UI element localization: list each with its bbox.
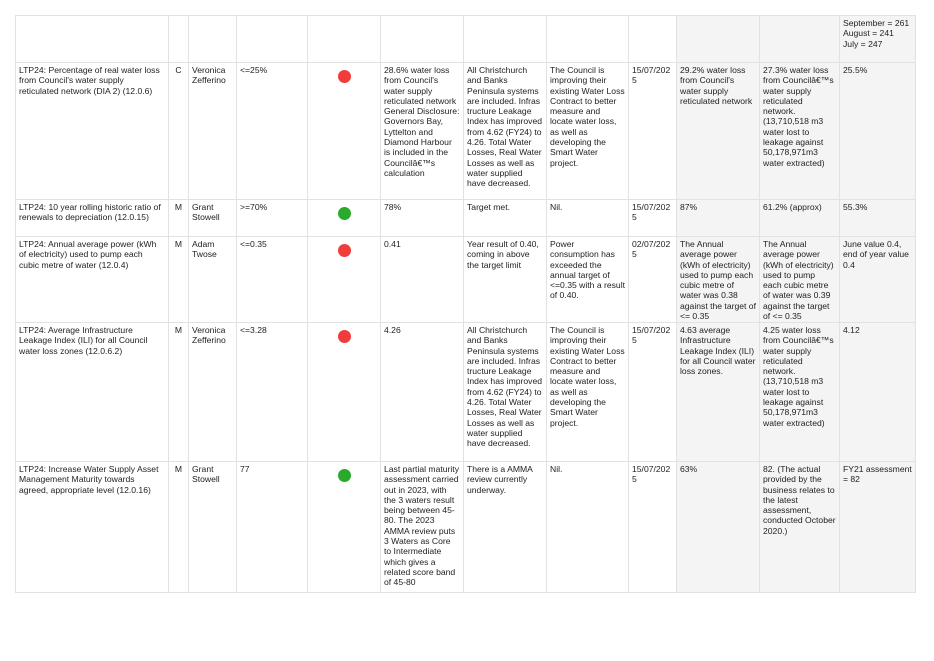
target-text: >=70%	[240, 202, 268, 212]
result-cell	[381, 16, 464, 63]
status-cell	[308, 462, 381, 593]
owner-text: Veronica Zefferino	[192, 65, 226, 86]
type-text: M	[174, 202, 183, 212]
owner-text: Grant Stowell	[192, 202, 220, 223]
owner-cell	[189, 200, 237, 237]
previous-result-3-cell	[840, 16, 916, 63]
previous-result-2-cell	[760, 462, 840, 593]
type-text: M	[174, 239, 183, 249]
previous-result-3-cell	[840, 200, 916, 237]
target-cell	[237, 16, 308, 63]
previous-result-2-cell	[760, 237, 840, 323]
owner-text: Veronica Zefferino	[192, 325, 226, 346]
result-text: 78%	[384, 202, 402, 212]
date-cell	[629, 323, 677, 462]
previous-result-2-cell	[760, 200, 840, 237]
date-cell	[629, 63, 677, 200]
date-text: 15/07/2025	[632, 464, 671, 485]
status-red-dot-icon	[338, 330, 351, 343]
result-text: Last partial maturity assessment carried out in 2023, with the 3 waters result being between 45-80. The 2023 AMMA review puts 3 Waters as Core to Intermediate which gives a related score band of 45-80	[384, 464, 459, 588]
previous-result-3-cell	[840, 237, 916, 323]
table-row	[16, 63, 916, 200]
result-text: 0.41	[384, 239, 401, 249]
actions-cell	[547, 200, 629, 237]
actions-text: Power consumption has exceeded the annual target of <=0.35 with a result of 0.40.	[550, 239, 626, 301]
type-cell	[169, 16, 189, 63]
prev3-text: September = 261 August = 241 July = 247	[843, 18, 910, 49]
previous-result-1-cell	[677, 63, 760, 200]
status-cell	[308, 63, 381, 200]
table-row	[16, 462, 916, 593]
actions-text: The Council is improving their existing Water Loss Contract to better measure and locate water loss, as well as developing the Smart Water project.	[550, 65, 625, 168]
measure-cell	[16, 63, 169, 200]
commentary-cell	[464, 63, 547, 200]
commentary-text: There is a AMMA review currently underway.	[467, 464, 533, 495]
target-cell	[237, 323, 308, 462]
status-red-dot-icon	[338, 244, 351, 257]
prev1-text: 63%	[680, 464, 698, 474]
actions-cell	[547, 323, 629, 462]
prev3-text: 55.3%	[843, 202, 868, 212]
previous-result-1-cell	[677, 16, 760, 63]
target-text: <=0.35	[240, 239, 267, 249]
previous-result-1-cell	[677, 200, 760, 237]
result-cell	[381, 200, 464, 237]
actions-text: The Council is improving their existing Water Loss Contract to better measure and locate water loss, as well as developing the Smart Water project.	[550, 325, 625, 428]
commentary-text: All Christchurch and Banks Peninsula systems are included. Infras tructure Leakage Index has improved from 4.62 (FY24) to 4.26. Total Water Losses, Real Water Losses as well as water supplied have decreased.	[467, 325, 542, 449]
previous-result-1-cell	[677, 237, 760, 323]
previous-result-2-cell	[760, 63, 840, 200]
owner-cell	[189, 462, 237, 593]
table-row	[16, 237, 916, 323]
commentary-cell	[464, 16, 547, 63]
status-cell	[308, 323, 381, 462]
measure-cell	[16, 200, 169, 237]
prev1-text: 4.63 average Infrastructure Leakage Index (ILI) for all Council water loss zones.	[680, 325, 756, 377]
result-cell	[381, 462, 464, 593]
type-text: M	[174, 325, 183, 335]
previous-result-1-cell	[677, 462, 760, 593]
owner-cell	[189, 63, 237, 200]
actions-cell	[547, 237, 629, 323]
prev3-text: June value 0.4, end of year value 0.4	[843, 239, 909, 270]
date-text: 15/07/2025	[632, 325, 671, 346]
previous-result-1-cell	[677, 323, 760, 462]
status-cell	[308, 16, 381, 63]
prev2-text: 27.3% water loss from Councilâ€™s water supply reticulated network. (13,710,518 m3 water lost to leakage against 50,178,971m3 water extracted)	[763, 65, 834, 168]
date-text: 15/07/2025	[632, 202, 671, 223]
date-cell	[629, 16, 677, 63]
measure-text: LTP24: Annual average power (kWh of electricity) used to pump each cubic metre of water (12.0.4)	[19, 239, 157, 270]
result-text: 4.26	[384, 325, 401, 335]
commentary-cell	[464, 237, 547, 323]
prev2-text: 4.25 water loss from Councilâ€™s water supply reticulated network. (13,710,518 m3 water lost to leakage against 50,178,971m3 water extracted)	[763, 325, 834, 428]
type-cell	[169, 200, 189, 237]
status-green-dot-icon	[338, 469, 351, 482]
owner-cell	[189, 16, 237, 63]
target-cell	[237, 200, 308, 237]
table-row	[16, 323, 916, 462]
target-cell	[237, 462, 308, 593]
target-cell	[237, 237, 308, 323]
result-cell	[381, 63, 464, 200]
prev3-text: 25.5%	[843, 65, 868, 75]
commentary-text: Target met.	[467, 202, 510, 212]
target-cell	[237, 63, 308, 200]
prev3-text: 4.12	[843, 325, 860, 335]
date-text: 15/07/2025	[632, 65, 671, 86]
prev3-text: FY21 assessment = 82	[843, 464, 912, 485]
type-text: C	[175, 65, 182, 75]
previous-result-3-cell	[840, 63, 916, 200]
date-cell	[629, 200, 677, 237]
previous-result-3-cell	[840, 462, 916, 593]
measure-text: LTP24: Average Infrastructure Leakage Index (ILI) for all Council water loss zones (12.0.6.2)	[19, 325, 148, 356]
prev1-text: 29.2% water loss from Council's water supply reticulated network	[680, 65, 753, 106]
measure-text: LTP24: 10 year rolling historic ratio of renewals to depreciation (12.0.15)	[19, 202, 161, 223]
prev1-text: 87%	[680, 202, 698, 212]
performance-measures-table	[15, 15, 916, 593]
date-text: 02/07/2025	[632, 239, 671, 260]
measure-cell	[16, 323, 169, 462]
actions-text: Nil.	[550, 464, 563, 474]
previous-result-2-cell	[760, 323, 840, 462]
owner-text: Adam Twose	[192, 239, 217, 260]
table-row	[16, 16, 916, 63]
measure-text: LTP24: Percentage of real water loss from Council's water supply reticulated network (DIA 2) (12.0.6)	[19, 65, 160, 96]
measure-text: LTP24: Increase Water Supply Asset Management Maturity towards agreed, appropriate level (12.0.16)	[19, 464, 159, 495]
actions-cell	[547, 16, 629, 63]
result-cell	[381, 237, 464, 323]
date-cell	[629, 237, 677, 323]
target-text: <=3.28	[240, 325, 267, 335]
commentary-cell	[464, 200, 547, 237]
commentary-cell	[464, 462, 547, 593]
actions-text: Nil.	[550, 202, 563, 212]
type-cell	[169, 237, 189, 323]
owner-text: Grant Stowell	[192, 464, 220, 485]
target-text: <=25%	[240, 65, 268, 75]
result-cell	[381, 323, 464, 462]
measure-cell	[16, 16, 169, 63]
prev2-text: 82. (The actual provided by the business relates to the latest assessment, conducted October 2020.)	[763, 464, 836, 536]
owner-cell	[189, 237, 237, 323]
measure-cell	[16, 462, 169, 593]
type-cell	[169, 63, 189, 200]
commentary-cell	[464, 323, 547, 462]
prev2-text: 61.2% (approx)	[763, 202, 822, 212]
prev1-text: The Annual average power (kWh of electricity) used to pump each cubic metre of water was 0.38 against the target of <= 0.35	[680, 239, 756, 322]
previous-result-2-cell	[760, 16, 840, 63]
type-text: M	[174, 464, 183, 474]
prev2-text: The Annual average power (kWh of electricity) used to pump each cubic metre of water was 0.39 against the target of <= 0.35	[763, 239, 834, 322]
actions-cell	[547, 462, 629, 593]
type-cell	[169, 323, 189, 462]
measure-cell	[16, 237, 169, 323]
status-cell	[308, 200, 381, 237]
actions-cell	[547, 63, 629, 200]
date-cell	[629, 462, 677, 593]
type-cell	[169, 462, 189, 593]
table-row	[16, 200, 916, 237]
owner-cell	[189, 323, 237, 462]
commentary-text: Year result of 0.40, coming in above the target limit	[467, 239, 539, 270]
previous-result-3-cell	[840, 323, 916, 462]
status-green-dot-icon	[338, 207, 351, 220]
target-text: 77	[240, 464, 250, 474]
status-red-dot-icon	[338, 70, 351, 83]
result-text: 28.6% water loss from Council's water supply reticulated network General Disclosure: Governors Bay, Lyttelton and Diamond Harbour is included in the Councilâ€™s calculation	[384, 65, 460, 178]
status-cell	[308, 237, 381, 323]
commentary-text: All Christchurch and Banks Peninsula systems are included. Infras tructure Leakage Index has improved from 4.62 (FY24) to 4.26. Total Water Losses, Real Water Losses as well as water supplied have decreased.	[467, 65, 542, 189]
